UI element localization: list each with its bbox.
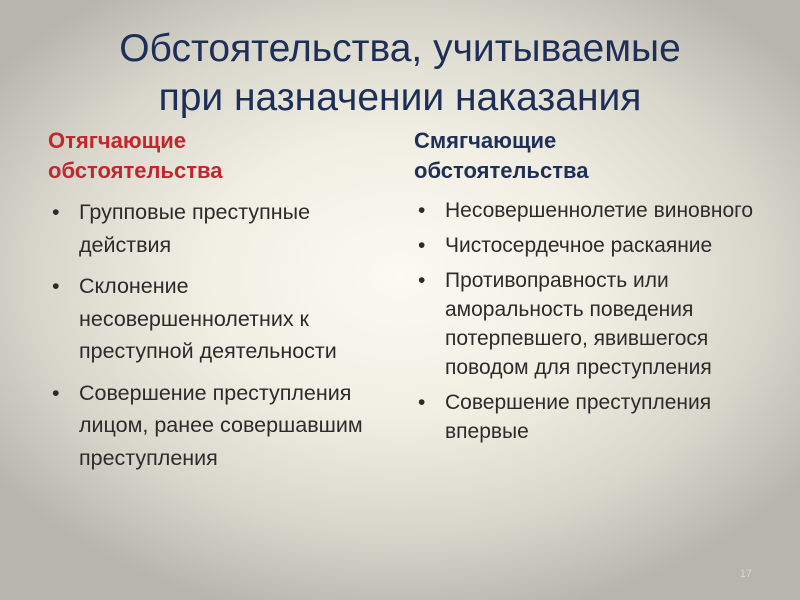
mitigating-column <box>414 126 766 452</box>
bullet-icon: • <box>418 199 426 222</box>
bullet-icon: • <box>52 200 60 224</box>
bullet-icon: • <box>418 269 426 292</box>
aggravating-item <box>48 377 386 475</box>
bullet-icon: • <box>52 274 60 298</box>
aggravating-column <box>48 126 386 483</box>
aggravating-heading <box>48 126 386 186</box>
slide-title <box>40 24 760 122</box>
page-number: 17 <box>739 568 752 580</box>
slide-title-line-2: при назначении наказания <box>158 76 642 119</box>
mitigating-item-text: Противоправность или аморальность поведения потерпевшего, явившегося поводом для преступления <box>445 269 712 379</box>
aggravating-heading-line-2: обстоятельства <box>48 158 223 183</box>
mitigating-heading <box>414 126 766 186</box>
mitigating-item-text: Совершение преступления впервые <box>445 391 712 443</box>
mitigating-item <box>414 231 766 260</box>
mitigating-heading-line-1: Смягчающие <box>414 128 557 153</box>
slide-title-line-1: Обстоятельства, учитываемые <box>119 27 681 70</box>
aggravating-item <box>48 270 386 368</box>
aggravating-heading-line-1: Отягчающие <box>48 128 187 153</box>
mitigating-item <box>414 388 766 446</box>
mitigating-list <box>414 196 766 446</box>
aggravating-item-text: Групповые преступные действия <box>79 200 311 257</box>
aggravating-item <box>48 196 386 261</box>
aggravating-item-text: Совершение преступления лицом, ранее совершавшим преступления <box>79 380 363 470</box>
mitigating-item-text: Несовершеннолетие виновного <box>445 199 754 222</box>
bullet-icon: • <box>418 234 426 257</box>
mitigating-item <box>414 196 766 225</box>
mitigating-heading-line-2: обстоятельства <box>414 158 589 183</box>
aggravating-item-text: Склонение несовершеннолетних к преступной деятельности <box>79 274 337 363</box>
bullet-icon: • <box>418 391 426 414</box>
mitigating-item <box>414 266 766 382</box>
mitigating-item-text: Чистосердечное раскаяние <box>445 234 713 257</box>
bullet-icon: • <box>52 380 60 405</box>
aggravating-list <box>48 196 386 474</box>
